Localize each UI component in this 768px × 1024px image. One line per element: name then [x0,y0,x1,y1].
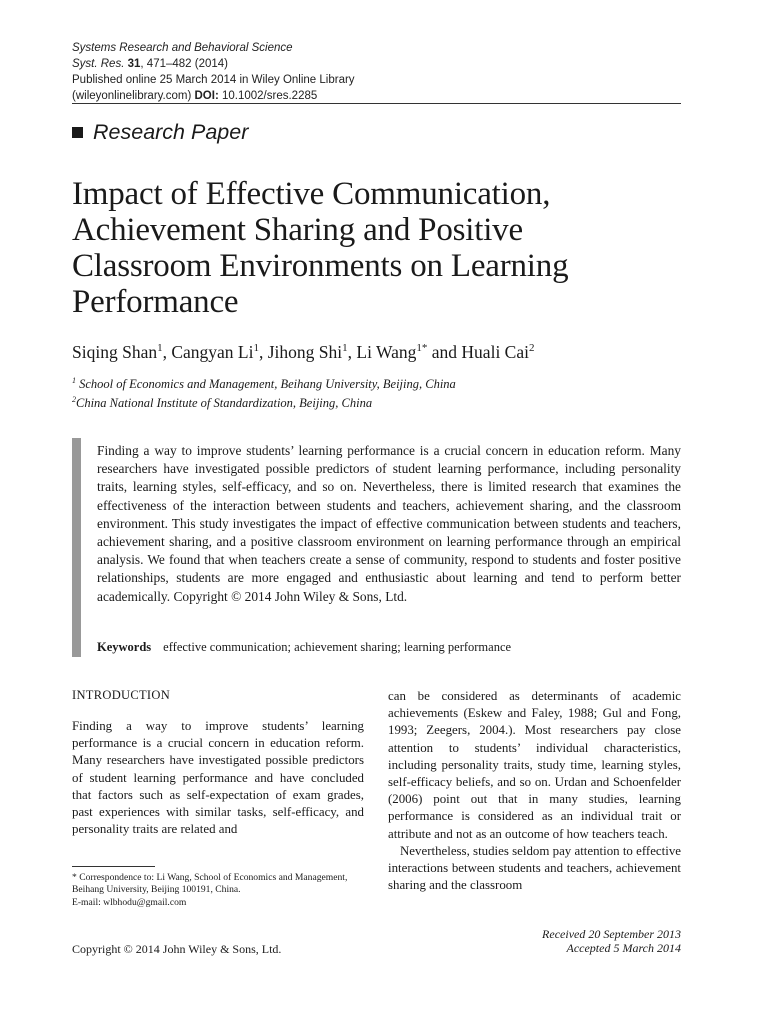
author-name: Jihong Shi [267,342,343,362]
author-name: Huali Cai [461,342,529,362]
correspondence-footnote: * Correspondence to: Li Wang, School of Economics and Management, Beihang University, Beijing 100191, China. E-mail: wlbhodu@gmail.com [72,872,348,908]
footnote-rule [72,866,155,867]
journal-name: Systems Research and Behavioral Science [72,42,293,54]
received-dates: Received 20 September 2013 Accepted 5 March 2014 [542,927,681,955]
header-rule [72,103,681,104]
author-name: Li Wang [356,342,417,362]
affiliation-2: $^2$China National Institute of Standardization, Beijing, China [72,395,373,411]
author-name: Cangyan Li [171,342,254,362]
keywords: Keywords effective communication; achievement sharing; learning performance [97,640,512,654]
affiliations [72,373,456,411]
author-list: Siqing Shan$^1$, Cangyan Li$^1$, Jihong Shi$^1$, Li Wang$^{1*}$ and Huali Cai$^2$ [72,342,535,362]
journal-header [72,40,355,104]
paper-title: Impact of Effective Communication, Achievement Sharing and Positive Classroom Environments on Learning Performance [72,176,569,320]
section-label: Research Paper [72,120,248,145]
footer-copyright: Copyright © 2014 John Wiley & Sons, Ltd. [72,942,282,956]
doi-line: (wileyonlinelibrary.com) DOI: 10.1002/sres.2285 [72,90,318,102]
published-online: Published online 25 March 2014 in Wiley Online Library [72,74,355,86]
right-column-text [388,688,681,894]
square-bullet-icon [72,127,83,138]
paragraph: Nevertheless, studies seldom pay attention to effective interactions between students and teachers, achievement sharing and the classroom [388,843,681,893]
journal-citation: Syst. Res. 31, 471–482 (2014) [72,58,229,70]
intro-heading: INTRODUCTION [72,688,171,702]
author-name: Siqing Shan [72,342,158,362]
paragraph: can be considered as determinants of academic achievements (Eskew and Faley, 1988; Gul and Fong, 1993; Zeegers, 2004.). Most researchers pay close attention to students’ individual characteristics, including personality traits, study time, learning styles, self-efficacy beliefs, and so on. Urdan and Schoenfelder (2006) point out that in many studies, learning performance is considered as an individual trait or attribute and not as an outcome of how teachers teach. [388,689,681,841]
left-column-text: Finding a way to improve students’ learning performance is a crucial concern in education reform. Many researchers have investigated possible predictors of student learning performance and have concluded that factors such as self-expectation of exam grades, past experiences with similar tasks, self-efficacy, and personality traits are related and [72,719,364,837]
abstract-bar [72,438,81,657]
affiliation-1: $^1$ School of Economics and Management, Beihang University, Beijing, China [72,376,456,392]
abstract: Finding a way to improve students’ learning performance is a crucial concern in education reform. Many researchers have investigated possible predictors of student learning performance, including personality traits, learning styles, self-efficacy, and so on. Nevertheless, there is limited research that examines the effectiveness of the interaction between students and teachers, achievement sharing, and the classroom environment. This study investigates the impact of effective communication between students and teachers, achievement sharing, and a positive classroom environment on learning performance through an empirical analysis. We found that when teachers create a sense of community, respond to students and foster positive relationships, students are more engaged and enthusiastic about learning and tend to perform better academically. Copyright © 2014 John Wiley & Sons, Ltd. [97,443,681,604]
